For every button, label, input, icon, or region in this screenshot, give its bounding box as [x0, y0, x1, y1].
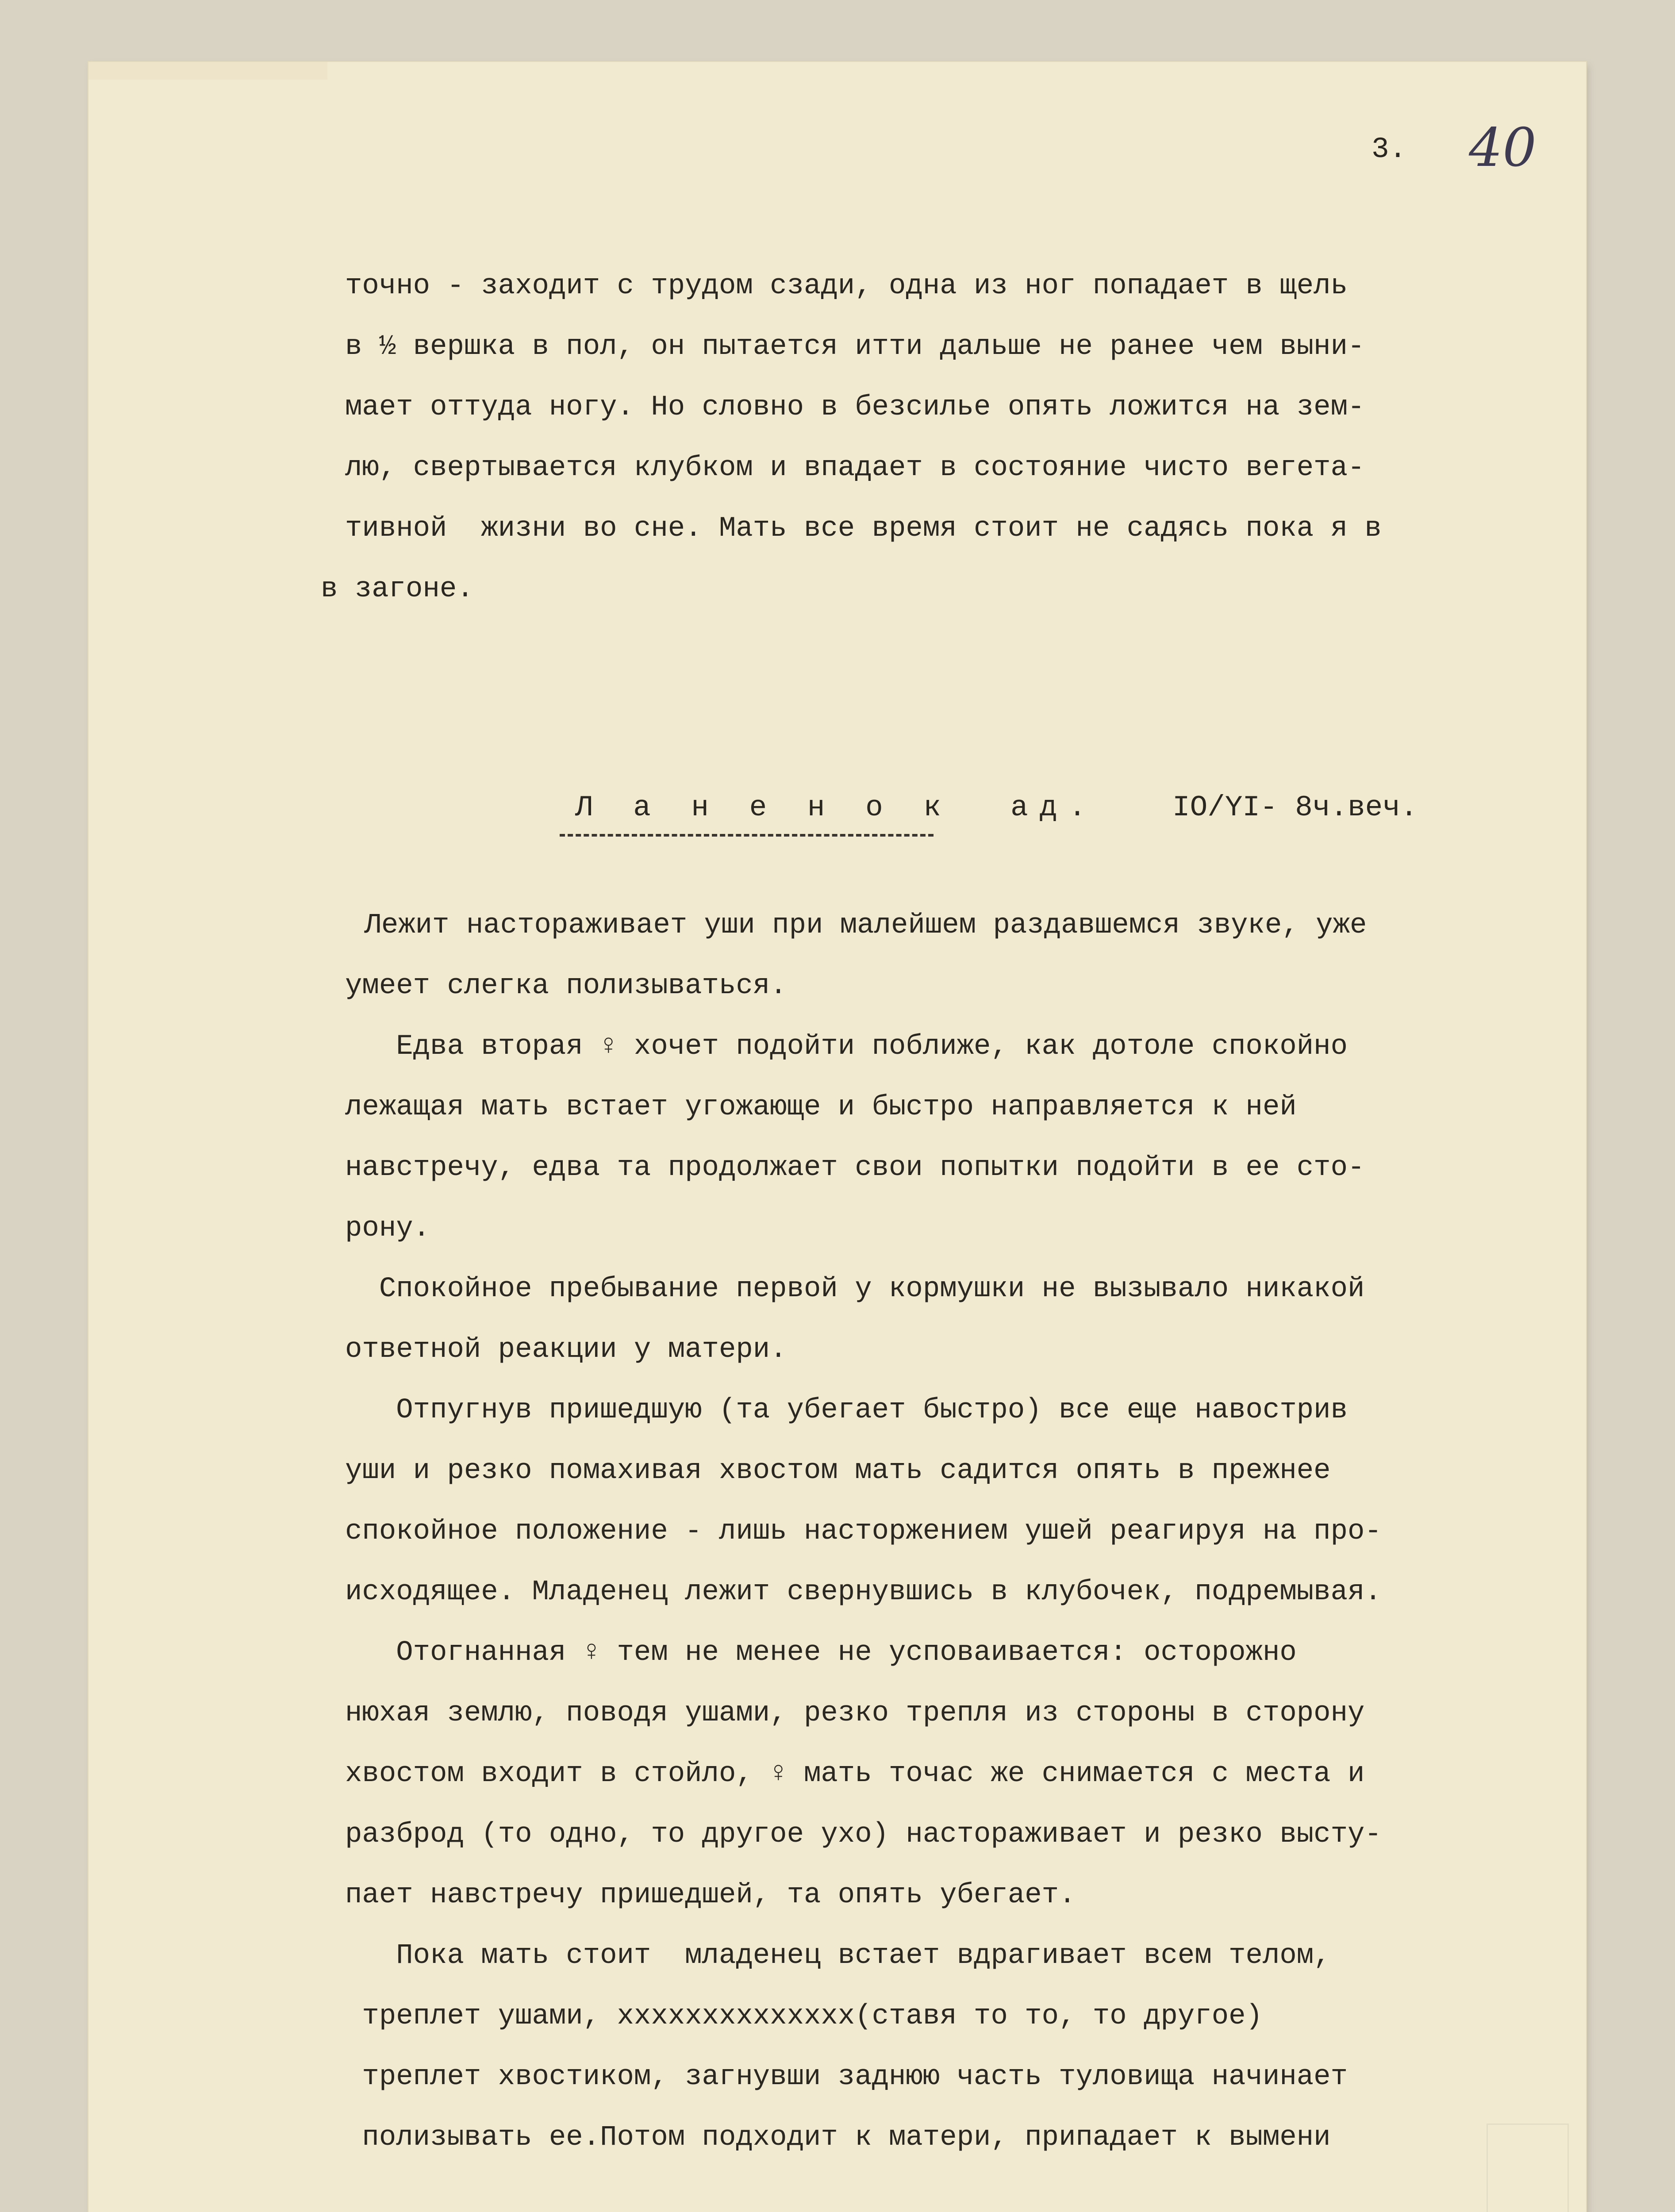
page-number: 3.: [1372, 133, 1407, 166]
text-line: точно - заходит с трудом сзади, одна из ног попадает в щель: [345, 270, 1348, 302]
text-line: мает оттуда ногу. Но словно в безсилье опять ложится на зем-: [345, 392, 1365, 423]
text-line: лю, свертывается клубком и впадает в состояние чисто вегета-: [345, 452, 1365, 484]
text-line: Едва вторая ♀ хочет подойти поближе, как дотоле спокойно: [345, 1031, 1348, 1063]
title-underline: [560, 834, 934, 837]
text-line: тивной жизни во сне. Мать все время стоит не садясь пока я в: [345, 513, 1382, 545]
faint-archive-stamp: [1487, 2124, 1569, 2212]
text-line: Отогнанная ♀ тем не менее не усповаивается: осторожно: [345, 1637, 1297, 1669]
text-line: разброд (то одно, то другое ухо) настораживает и резко высту-: [345, 1819, 1382, 1851]
text-line: ответной реакции у матери.: [345, 1334, 787, 1366]
text-line: умеет слегка полизываться.: [345, 970, 787, 1002]
text-line: Лежит настораживает уши при малейшем раздавшемся звуке, уже: [347, 910, 1367, 941]
section-date: IO/YI- 8ч.веч.: [1172, 791, 1418, 824]
text-line: треплет ушами, xxxxxxxxxxxxxx(ставя то то, то другое): [345, 2001, 1263, 2032]
text-line: рону.: [345, 1213, 430, 1244]
text-line: в загоне.: [321, 573, 474, 605]
section-title: Л а н е н о к ад.: [575, 791, 1098, 824]
text-line: хвостом входит в стойло, ♀ мать точас же снимается с места и: [345, 1758, 1365, 1790]
archive-folio-number: 40: [1469, 117, 1537, 179]
text-line: спокойное положение - лишь насторжением ушей реагируя на про-: [345, 1516, 1382, 1548]
text-line: пает навстречу пришедшей, та опять убегает.: [345, 1879, 1076, 1911]
text-line: Пока мать стоит младенец встает вдрагивает всем телом,: [345, 1940, 1331, 1972]
text-line: треплет хвостиком, загнувши заднюю часть туловища начинает: [345, 2061, 1348, 2093]
text-line: Отпугнув пришедшую (та убегает быстро) все еще навострив: [345, 1394, 1348, 1426]
text-line: Спокойное пребывание первой у кормушки не вызывало никакой: [345, 1273, 1365, 1305]
text-line: навстречу, едва та продолжает свои попытки подойти в ее сто-: [345, 1152, 1365, 1184]
text-line: нюхая землю, поводя ушами, резко трепля из стороны в сторону: [345, 1697, 1365, 1729]
paper-edge: [88, 62, 327, 80]
text-line: в ½ вершка в пол, он пытается итти дальше не ранее чем выни-: [345, 331, 1365, 363]
text-line: исходящее. Младенец лежит свернувшись в клубочек, подремывая.: [345, 1576, 1382, 1608]
text-line: уши и резко помахивая хвостом мать садится опять в прежнее: [345, 1455, 1331, 1487]
text-line: полизывать ее.Потом подходит к матери, припадает к вымени: [345, 2122, 1331, 2154]
text-line: лежащая мать встает угожающе и быстро направляется к ней: [345, 1091, 1297, 1123]
